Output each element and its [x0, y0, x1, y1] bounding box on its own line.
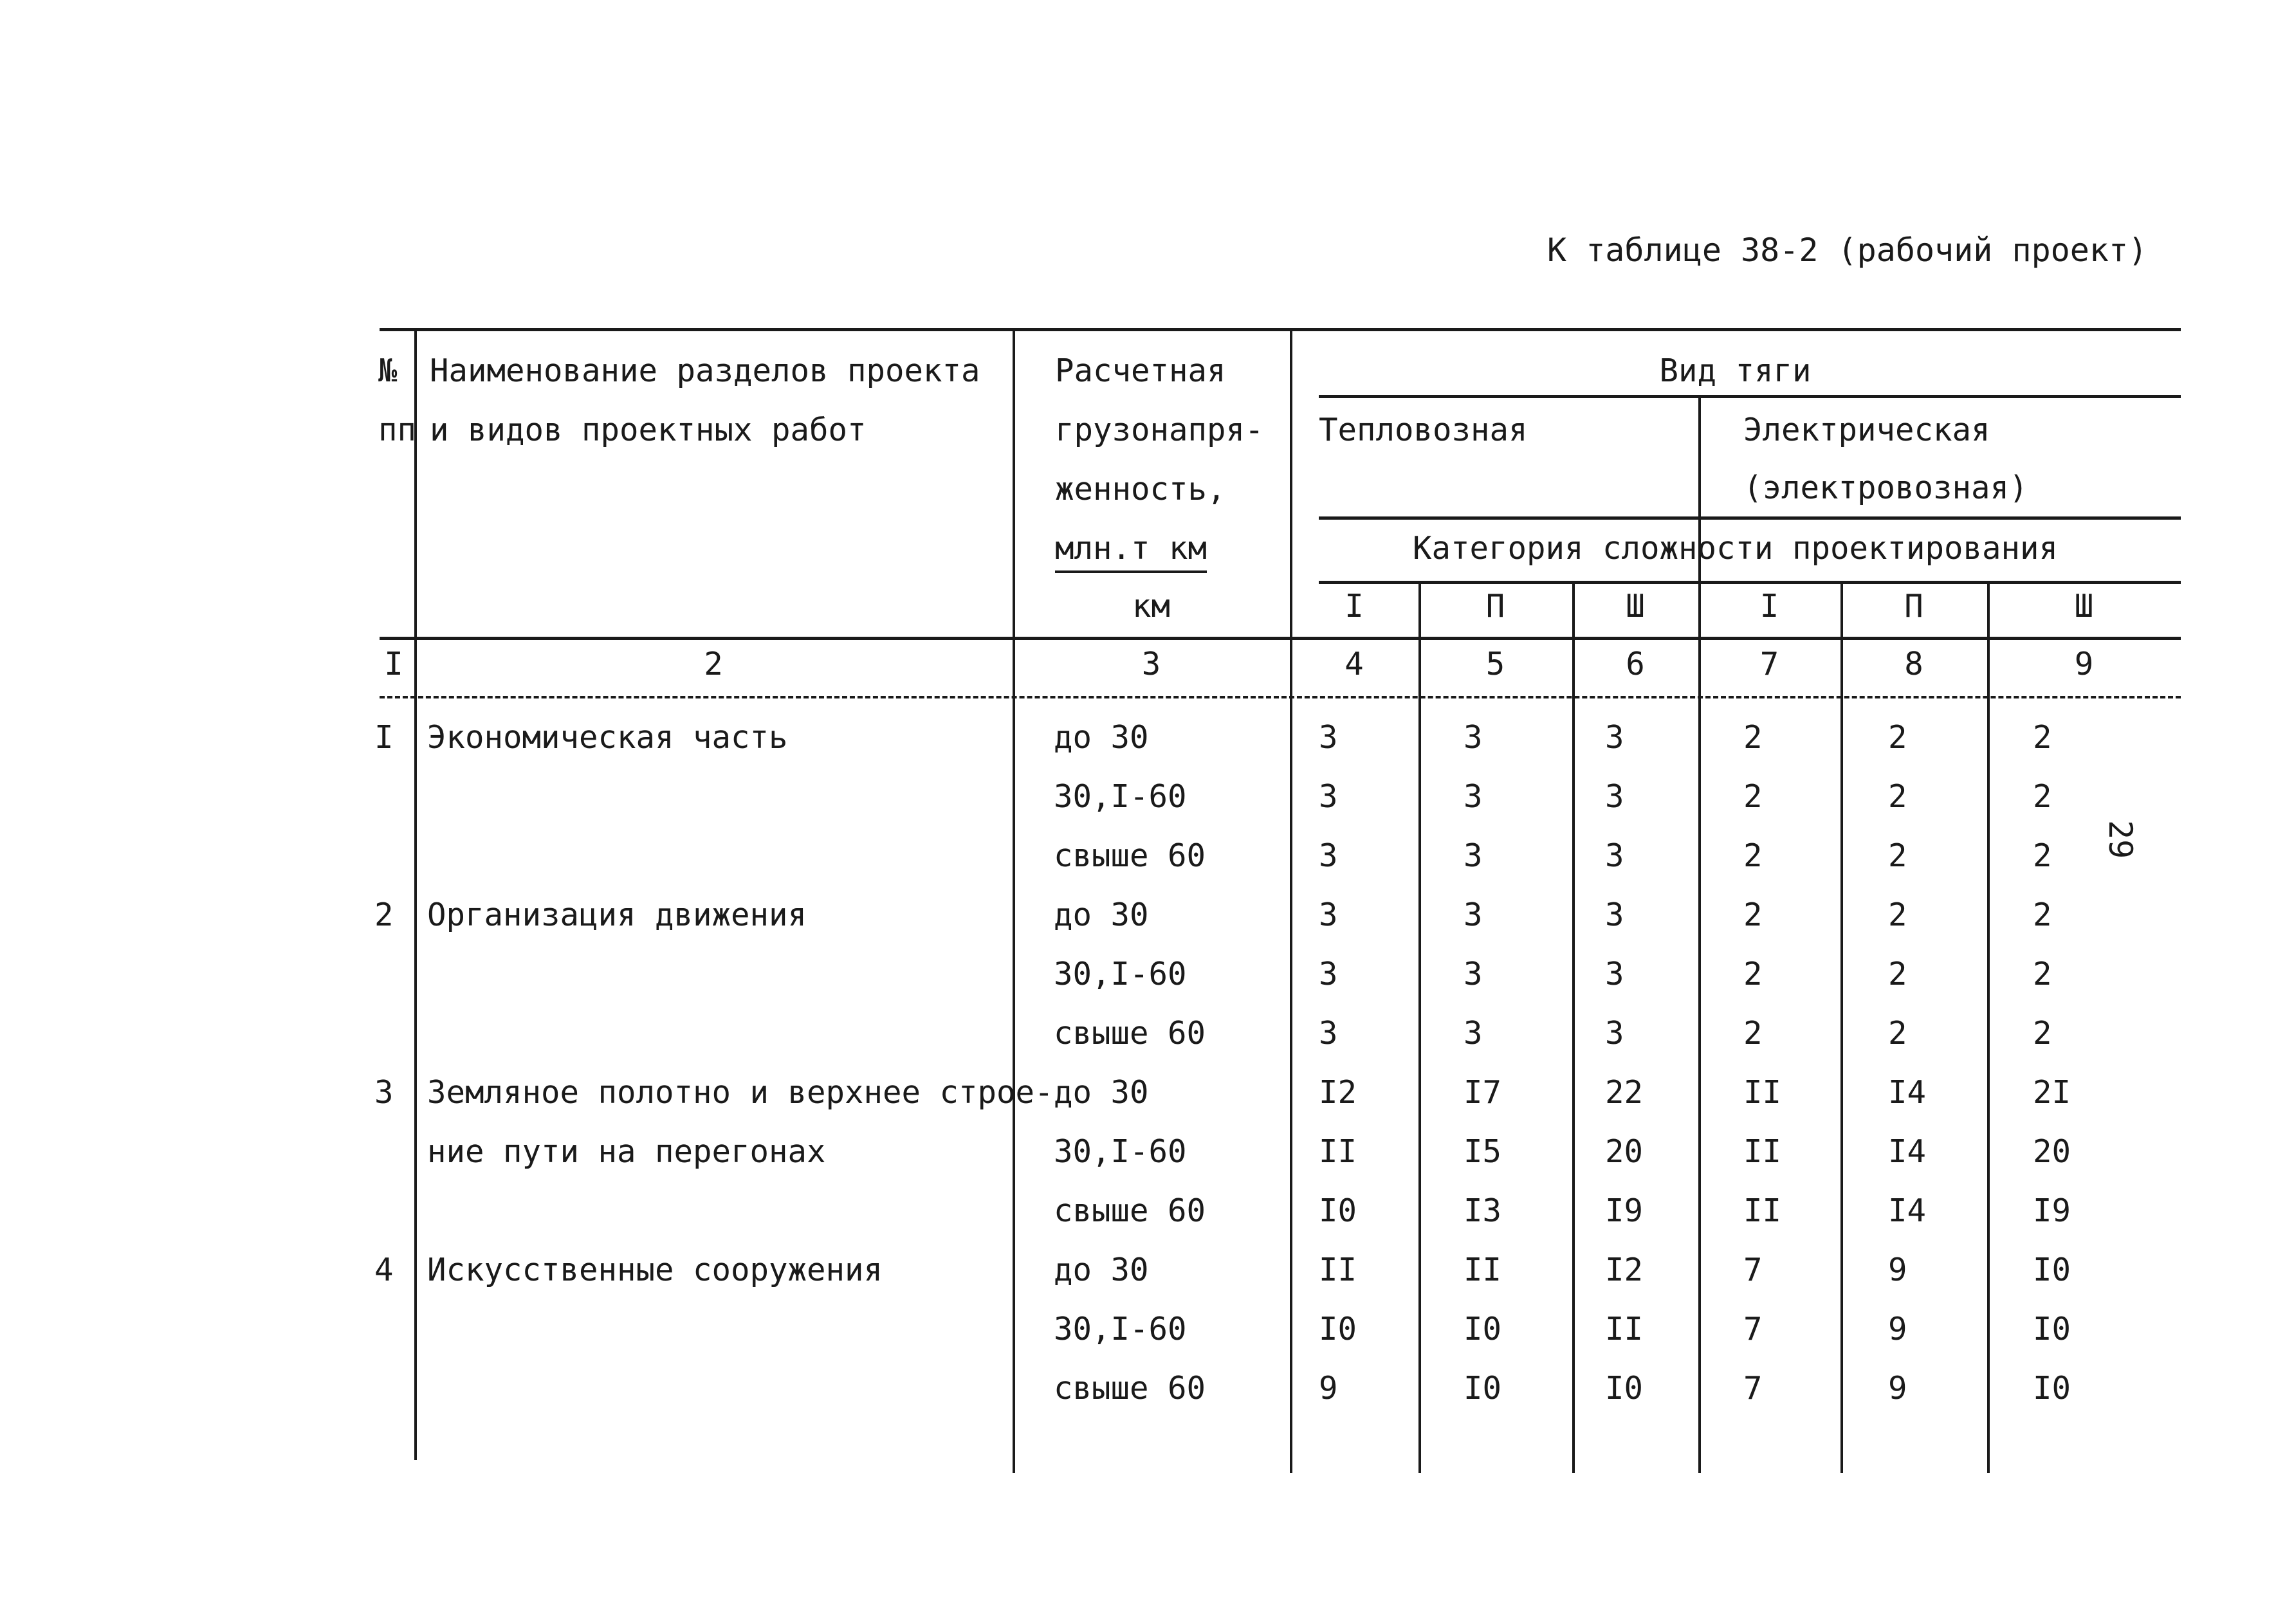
page-title: К таблице 38-2 (рабочий проект) — [1547, 232, 2148, 269]
table-cell: I2 — [1605, 1252, 1644, 1288]
table-cell: 2 — [1743, 719, 1763, 756]
table-cell: 3 — [1319, 1015, 1338, 1052]
table-cell: II — [1743, 1133, 1782, 1170]
col-number: 8 — [1904, 646, 1923, 682]
load-range: свыше 60 — [1054, 1192, 1206, 1229]
table-cell: 2 — [2033, 719, 2052, 756]
col-divider-3 — [1290, 328, 1292, 1473]
header-complexity: Категория сложности проектирования — [1412, 530, 2059, 567]
table-cell: I7 — [1464, 1074, 1502, 1111]
table-cell: 7 — [1743, 1311, 1763, 1347]
load-range: свыше 60 — [1054, 837, 1206, 874]
table-cell: I9 — [1605, 1192, 1644, 1229]
table-cell: 2 — [1743, 956, 1763, 992]
table-cell: II — [1464, 1252, 1502, 1288]
table-cell: 2 — [1888, 956, 1907, 992]
table-cell: 2 — [2033, 778, 2052, 815]
load-range: свыше 60 — [1054, 1370, 1206, 1407]
col-divider-4 — [1418, 581, 1421, 1473]
table-cell: 3 — [1464, 837, 1483, 874]
col-divider-8 — [1987, 581, 1990, 1473]
table-cell: 2 — [2033, 837, 2052, 874]
traction-type-rule — [1319, 516, 2181, 520]
load-range: до 30 — [1054, 1252, 1149, 1288]
header-bottom-rule — [380, 637, 2181, 640]
table-cell: 3 — [1464, 778, 1483, 815]
load-range: до 30 — [1054, 1074, 1149, 1111]
table-cell: I4 — [1888, 1074, 1927, 1111]
header-num-line1: № — [378, 352, 398, 389]
header-num-line2: пп — [378, 412, 417, 448]
header-name-line1: Наименование разделов проекта — [430, 352, 980, 389]
table-cell: 3 — [1605, 1015, 1624, 1052]
col-number: I — [384, 646, 403, 682]
table-cell: I0 — [2033, 1370, 2071, 1407]
col-number: 6 — [1626, 646, 1645, 682]
table-cell: 3 — [1605, 719, 1624, 756]
table-cell: 2 — [1888, 1015, 1907, 1052]
header-load-line1: Расчетная — [1055, 352, 1226, 389]
section-name: Земляное полотно и верхнее строе- — [427, 1074, 1054, 1111]
section-name: Искусственные сооружения — [427, 1252, 883, 1288]
load-range: до 30 — [1054, 897, 1149, 933]
table-cell: I4 — [1888, 1192, 1927, 1229]
table-cell: 2 — [2033, 1015, 2052, 1052]
category-header: Ш — [2074, 588, 2094, 625]
table-cell: 2 — [1743, 897, 1763, 933]
col-divider-7 — [1840, 581, 1843, 1473]
table-cell: II — [1743, 1192, 1782, 1229]
table-cell: I3 — [1464, 1192, 1502, 1229]
col-divider-2 — [1013, 328, 1015, 1473]
table-cell: 2 — [2033, 956, 2052, 992]
table-cell: 20 — [2033, 1133, 2071, 1170]
table-cell: I5 — [1464, 1133, 1502, 1170]
table-cell: 9 — [1888, 1370, 1907, 1407]
table-cell: 3 — [1319, 778, 1338, 815]
table-cell: 3 — [1605, 897, 1624, 933]
load-range: 30,I-60 — [1054, 1311, 1187, 1347]
col-number: 5 — [1485, 646, 1505, 682]
row-number: I — [374, 719, 394, 756]
table-cell: I0 — [1319, 1192, 1357, 1229]
table-cell: 3 — [1319, 719, 1338, 756]
load-range: до 30 — [1054, 719, 1149, 756]
row-number: 2 — [374, 897, 394, 933]
col-number: 3 — [1141, 646, 1161, 682]
header-electric-line1: Электрическая — [1743, 412, 1990, 448]
table-cell: I9 — [2033, 1192, 2071, 1229]
table-cell: 3 — [1605, 956, 1624, 992]
table-cell: 3 — [1464, 1015, 1483, 1052]
col-number: 4 — [1344, 646, 1364, 682]
category-header: Ш — [1626, 588, 1645, 625]
table-cell: I0 — [1464, 1370, 1502, 1407]
table-cell: 2 — [1743, 1015, 1763, 1052]
table-cell: II — [1743, 1074, 1782, 1111]
colnum-bottom-rule — [380, 696, 2181, 698]
table-cell: 2 — [1743, 778, 1763, 815]
table-cell: I0 — [1605, 1370, 1644, 1407]
table-cell: I2 — [1319, 1074, 1357, 1111]
table-cell: 9 — [1888, 1311, 1907, 1347]
category-header: П — [1485, 588, 1505, 625]
table-cell: 3 — [1319, 956, 1338, 992]
table-cell: 2 — [1888, 719, 1907, 756]
row-number: 4 — [374, 1252, 394, 1288]
table-cell: 2 — [1888, 897, 1907, 933]
load-range: 30,I-60 — [1054, 956, 1187, 992]
table-cell: 22 — [1605, 1074, 1644, 1111]
table-cell: 20 — [1605, 1133, 1644, 1170]
table-cell: 2 — [1888, 778, 1907, 815]
header-load-line3: женность, — [1055, 471, 1226, 507]
col-number: 7 — [1759, 646, 1779, 682]
section-name: ние пути на перегонах — [427, 1133, 826, 1170]
complexity-rule — [1319, 581, 2181, 584]
header-load-line4: млн.т км — [1055, 530, 1207, 573]
header-diesel: Тепловозная — [1319, 412, 1528, 448]
col-number: 9 — [2074, 646, 2094, 682]
table-cell: II — [1605, 1311, 1644, 1347]
table-cell: 3 — [1605, 837, 1624, 874]
header-load-line2: грузонапря- — [1055, 412, 1264, 448]
table-cell: 3 — [1605, 778, 1624, 815]
table-cell: 9 — [1888, 1252, 1907, 1288]
page-number: 29 — [2102, 820, 2139, 859]
table-cell: 3 — [1464, 897, 1483, 933]
header-load-line5: км — [1132, 588, 1170, 625]
category-header: I — [1344, 588, 1364, 625]
table-cell: II — [1319, 1252, 1357, 1288]
table-cell: 3 — [1464, 719, 1483, 756]
table-cell: I4 — [1888, 1133, 1927, 1170]
header-name-line2: и видов проектных работ — [430, 412, 867, 448]
row-number: 3 — [374, 1074, 394, 1111]
section-name: Экономическая часть — [427, 719, 788, 756]
col-divider-1 — [414, 328, 417, 1460]
table-cell: 3 — [1319, 897, 1338, 933]
table-cell: 2I — [2033, 1074, 2071, 1111]
table-cell: II — [1319, 1133, 1357, 1170]
table-cell: I0 — [2033, 1252, 2071, 1288]
section-name: Организация движения — [427, 897, 807, 933]
table-cell: 2 — [1743, 837, 1763, 874]
traction-rule — [1319, 395, 2181, 398]
table-cell: 2 — [2033, 897, 2052, 933]
table-cell: 7 — [1743, 1252, 1763, 1288]
table-cell: 2 — [1888, 837, 1907, 874]
table-cell: I0 — [1319, 1311, 1357, 1347]
category-header: I — [1759, 588, 1779, 625]
table-cell: 3 — [1464, 956, 1483, 992]
col-divider-5 — [1572, 581, 1575, 1473]
header-electric-line2: (электровозная) — [1743, 470, 2028, 506]
table-cell: I0 — [2033, 1311, 2071, 1347]
header-traction: Вид тяги — [1659, 352, 1812, 389]
table-top-rule — [380, 328, 2181, 331]
load-range: свыше 60 — [1054, 1015, 1206, 1052]
col-number: 2 — [704, 646, 723, 682]
table-cell: 7 — [1743, 1370, 1763, 1407]
table-cell: 9 — [1319, 1370, 1338, 1407]
load-range: 30,I-60 — [1054, 1133, 1187, 1170]
category-header: П — [1904, 588, 1923, 625]
table-cell: 3 — [1319, 837, 1338, 874]
load-range: 30,I-60 — [1054, 778, 1187, 815]
table-cell: I0 — [1464, 1311, 1502, 1347]
